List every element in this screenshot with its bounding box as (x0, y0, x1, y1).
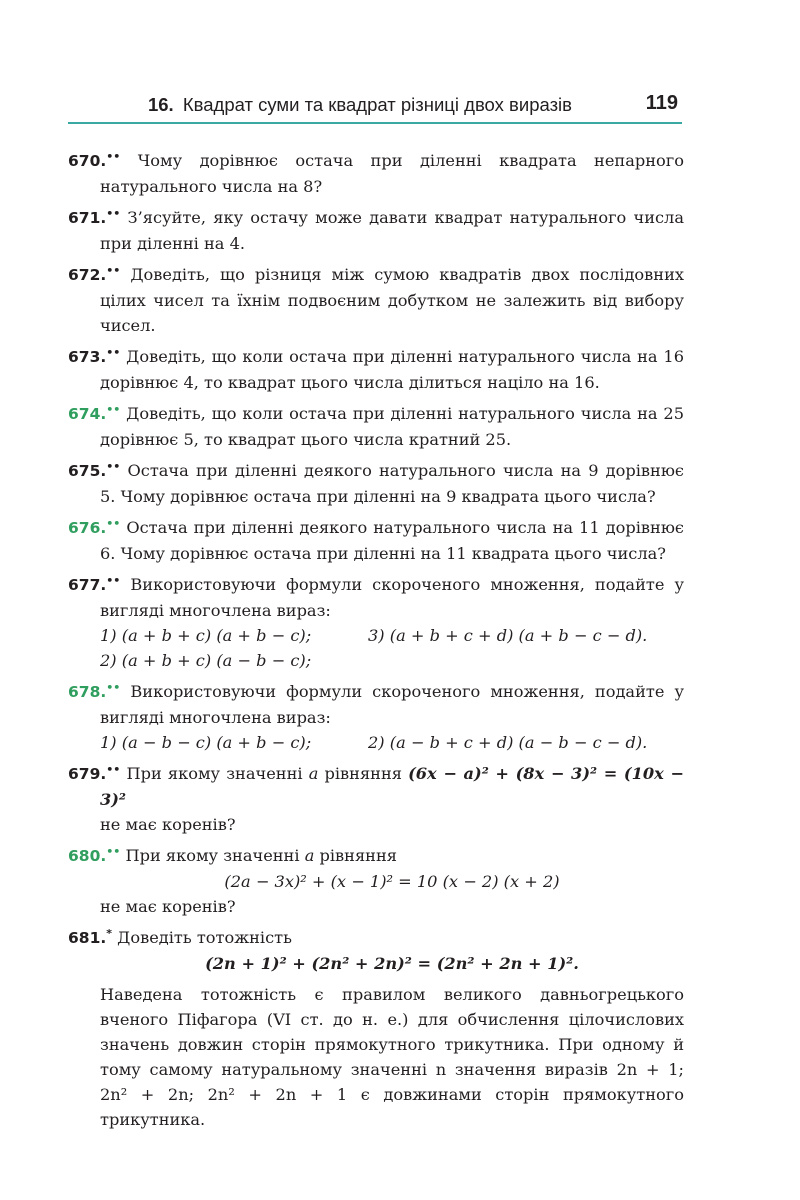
problem-number: 678.•• (68, 681, 121, 701)
problem-number: 677.•• (68, 574, 121, 594)
problem-text: Остача при діленні деякого натурального числа на 9 дорівнює 5. Чому дорівнює остача при діленні на 9 квадрата цього числа? (100, 461, 684, 506)
problem-text: Використовуючи формули скороченого множення, подайте у вигляді многочлена вираз: (100, 682, 684, 727)
problem-number: 670.•• (68, 150, 121, 170)
section-title-text: Квадрат суми та квадрат різниці двох виразів (182, 94, 572, 115)
problem-number: 672.•• (68, 264, 121, 284)
problem-text: Доведіть тотожність (117, 928, 292, 947)
expression-item: 1) (a − b − c) (a + b − c); (100, 733, 312, 752)
problem-674 (68, 397, 684, 452)
problem-text: Доведіть, що коли остача при діленні натурального числа на 16 дорівнює 4, то квадрат цього числа ділиться націло на 16. (100, 347, 684, 392)
section-title (148, 94, 572, 116)
problem-671 (68, 201, 684, 256)
problem-text: Доведіть, що коли остача при діленні натурального числа на 25 дорівнює 5, то квадрат цього числа кратний 25. (100, 404, 684, 449)
page-number: 119 (645, 92, 678, 114)
problem-679: 679.•• При якому значенні a рівняння (6x − a)² + (8x − 3)² = (10x − 3)² (68, 763, 684, 809)
section-number: 16. (147, 94, 174, 115)
problem-text: З’ясуйте, яку остачу може давати квадрат натурального числа при діленні на 4. (100, 208, 684, 253)
problem-text: Остача при діленні деякого натурального числа на 11 дорівнює 6. Чому дорівнює остача при діленні на 11 квадрата цього числа? (100, 518, 684, 563)
problem-number: 679.•• (68, 763, 121, 783)
problem-677 (68, 568, 684, 623)
pythagoras-paragraph: Наведена тотожність є правилом великого давньогрецького вченого Піфагора (VI ст. до н. е.) для обчислення цілочислових значень довжин сторін прямокутного трикутника. При одному й тому самому натуральному значенні n значення виразів 2n + 1; 2n² + 2n; 2n² + 2n + 1 є довжинами сторін прямокутного трикутника. (100, 985, 684, 1129)
expression-row (68, 648, 684, 673)
problem-list (68, 144, 684, 1132)
problem-680: 680.•• При якому значенні a рівняння (68, 845, 397, 865)
expression-item: 3) (a + b + c + d) (a + b − c − d). (368, 626, 648, 645)
problem-678 (68, 675, 684, 730)
expression-item: 2) (a − b + c + d) (a − b − c − d). (368, 733, 648, 752)
equation: (2a − 3x)² + (x − 1)² = 10 (x − 2) (x + 2) (224, 872, 560, 891)
problem-673 (68, 340, 684, 395)
problem-text: Використовуючи формули скороченого множення, подайте у вигляді многочлена вираз: (100, 575, 684, 620)
expression-row (68, 623, 684, 648)
problem-number: 680.•• (68, 845, 121, 865)
problem-number: 673.•• (68, 346, 121, 366)
problem-text: Доведіть, що різниця між сумою квадратів двох послідовних цілих чисел та їхнім подвоєним добутком не залежить від вибору чисел. (100, 265, 684, 335)
problem-number: 675.•• (68, 460, 121, 480)
expression-item: 1) (a + b + c) (a + b − c); (100, 626, 312, 645)
problem-number: 671.•• (68, 207, 121, 227)
problem-text: Чому дорівнює остача при діленні квадрата непарного натурального числа на 8? (100, 151, 684, 196)
problem-number: 676.•• (68, 517, 121, 537)
equation: (6x − a)² + (8x − 3)² = (10x − 3)² (100, 764, 684, 809)
problem-676 (68, 511, 684, 566)
problem-670 (68, 144, 684, 199)
problem-672 (68, 258, 684, 338)
problem-text-continued: не має коренів? (100, 815, 236, 834)
expression-item: 2) (a + b + c) (a − b − c); (100, 651, 312, 670)
equation: (2n + 1)² + (2n² + 2n)² = (2n² + 2n + 1)². (205, 954, 579, 973)
problem-675 (68, 454, 684, 509)
problem-number: 674.•• (68, 403, 121, 423)
problem-text-continued: не має коренів? (100, 897, 236, 916)
problem-number: 681.* (68, 927, 113, 947)
problem-681 (68, 921, 684, 951)
expression-row (68, 730, 684, 755)
page-header (68, 92, 682, 124)
